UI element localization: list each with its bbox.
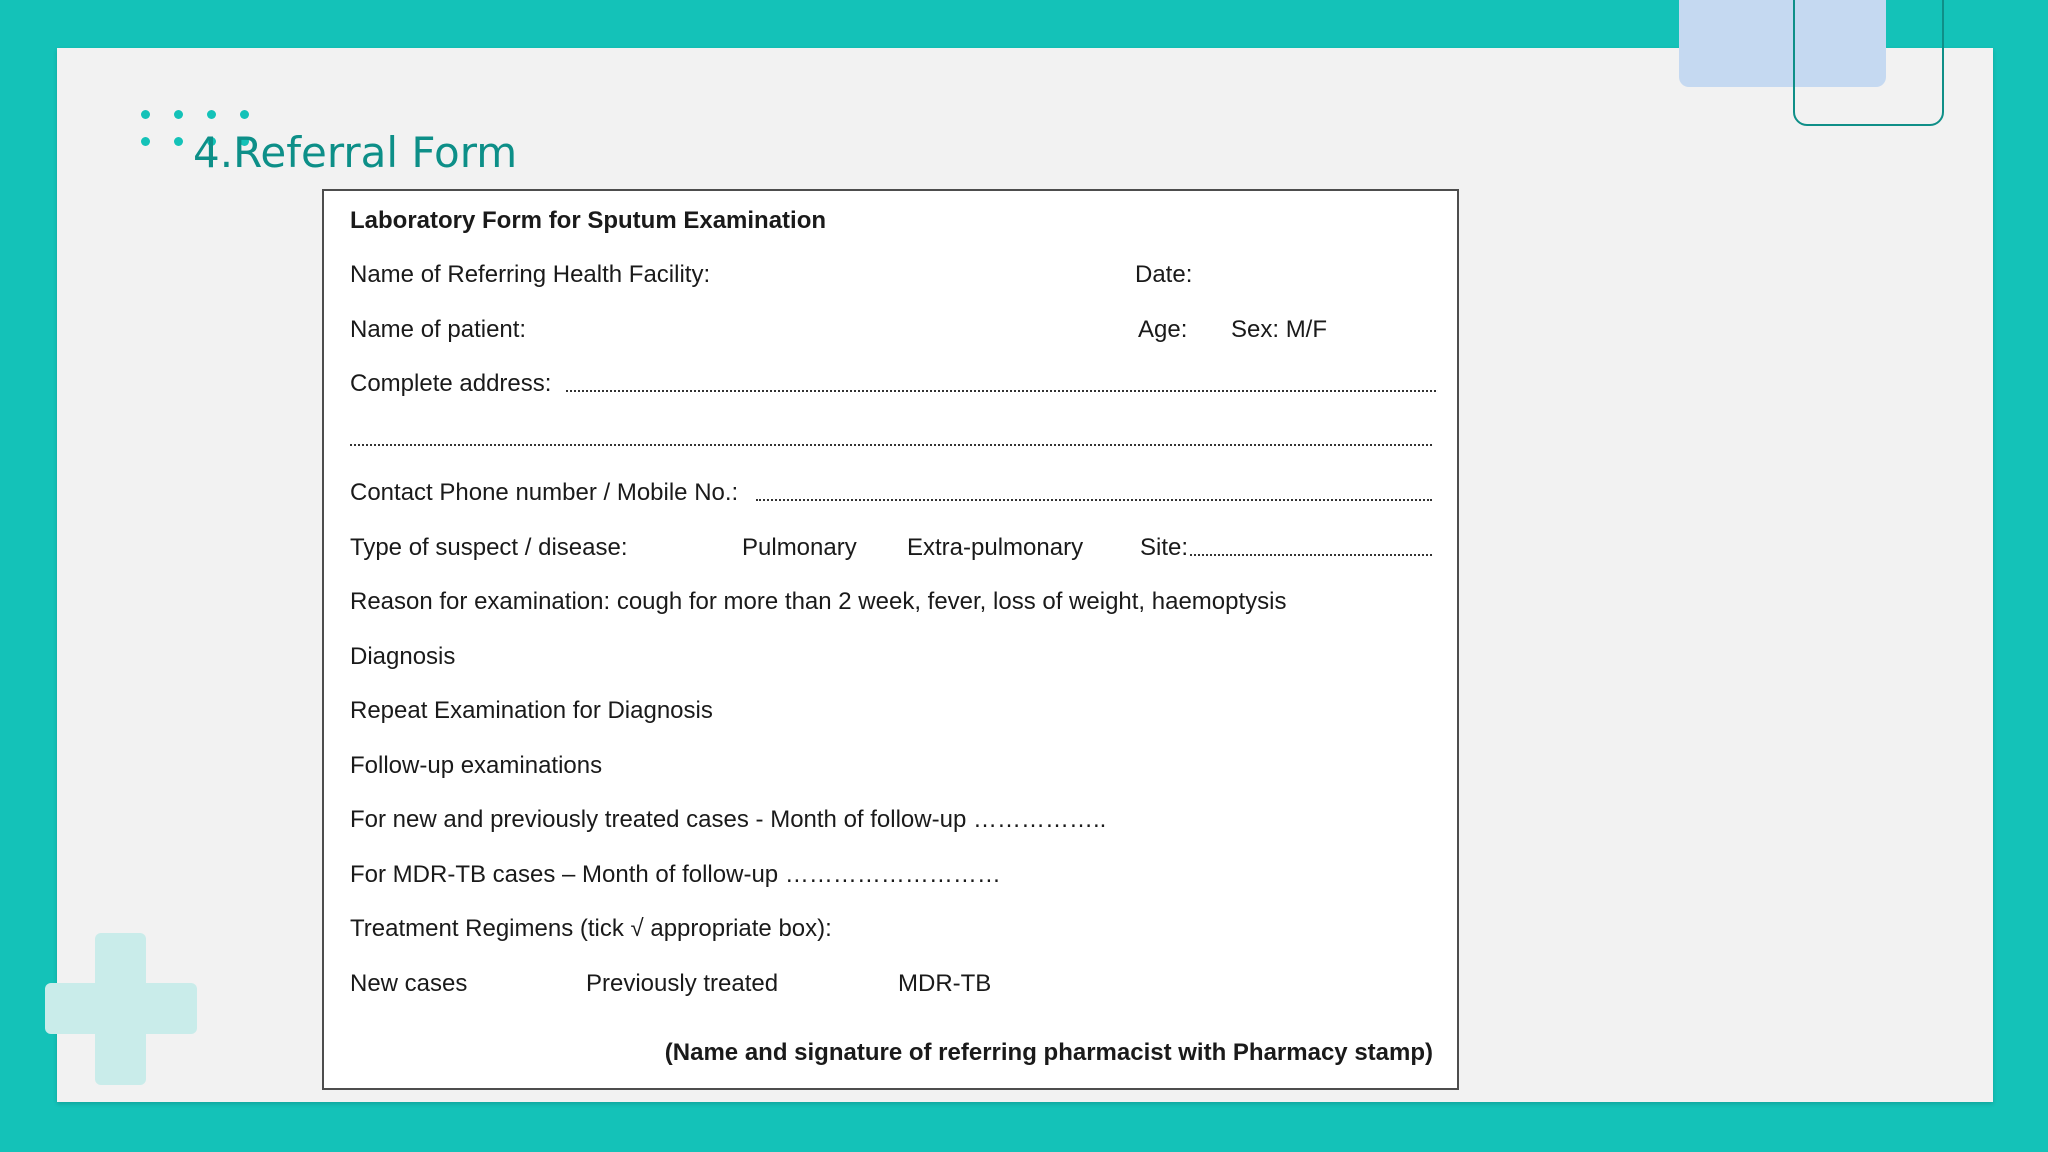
pulmonary-option: Pulmonary [742, 534, 857, 561]
sex-label: Sex: M/F [1231, 316, 1328, 343]
signature-line: (Name and signature of referring pharmacist with Pharmacy stamp) [664, 1039, 1433, 1066]
facility-label: Name of Referring Health Facility: [350, 261, 711, 288]
regimens-text: Treatment Regimens (tick √ appropriate box): [350, 915, 832, 942]
form-heading: Laboratory Form for Sputum Examination [350, 207, 827, 234]
suspect-label: Type of suspect / disease: [350, 534, 628, 561]
outline-rectangle-decoration [1793, 0, 1944, 126]
reason-text: Reason for examination: cough for more than 2 week, fever, loss of weight, haemoptysis [350, 588, 1287, 615]
phone-dotted-line [756, 499, 1432, 501]
mdr-label: For MDR-TB cases – Month of follow-up [350, 861, 779, 888]
new-prev-label: For new and previously treated cases - Month of follow-up [350, 806, 967, 833]
new-prev-followup-text [350, 805, 1106, 835]
followup-text: Follow-up examinations [350, 752, 603, 779]
patient-label: Name of patient: [350, 316, 527, 343]
new-cases-option: New cases [350, 970, 468, 997]
phone-label: Contact Phone number / Mobile No.: [350, 479, 739, 506]
mdr-followup-text [350, 860, 1001, 890]
diagnosis-text: Diagnosis [350, 643, 456, 670]
date-label: Date: [1135, 261, 1193, 288]
age-label: Age: [1138, 316, 1188, 343]
mdr-dots: ……………………… [784, 861, 1001, 888]
plus-icon [45, 933, 197, 1085]
previously-treated-option: Previously treated [586, 970, 779, 997]
extra-pulmonary-option: Extra-pulmonary [907, 534, 1084, 561]
site-dotted-line [1190, 554, 1432, 556]
repeat-examination-text: Repeat Examination for Diagnosis [350, 697, 713, 724]
address-dotted-line [566, 390, 1436, 392]
mdr-tb-option: MDR-TB [898, 970, 992, 997]
new-prev-dots: …………….. [972, 806, 1107, 833]
slide-title: 4.Referral Form [193, 128, 518, 177]
site-label: Site: [1140, 534, 1189, 561]
address-dotted-line-2 [350, 444, 1432, 446]
address-label: Complete address: [350, 370, 552, 397]
referral-form-image [322, 189, 1459, 1090]
